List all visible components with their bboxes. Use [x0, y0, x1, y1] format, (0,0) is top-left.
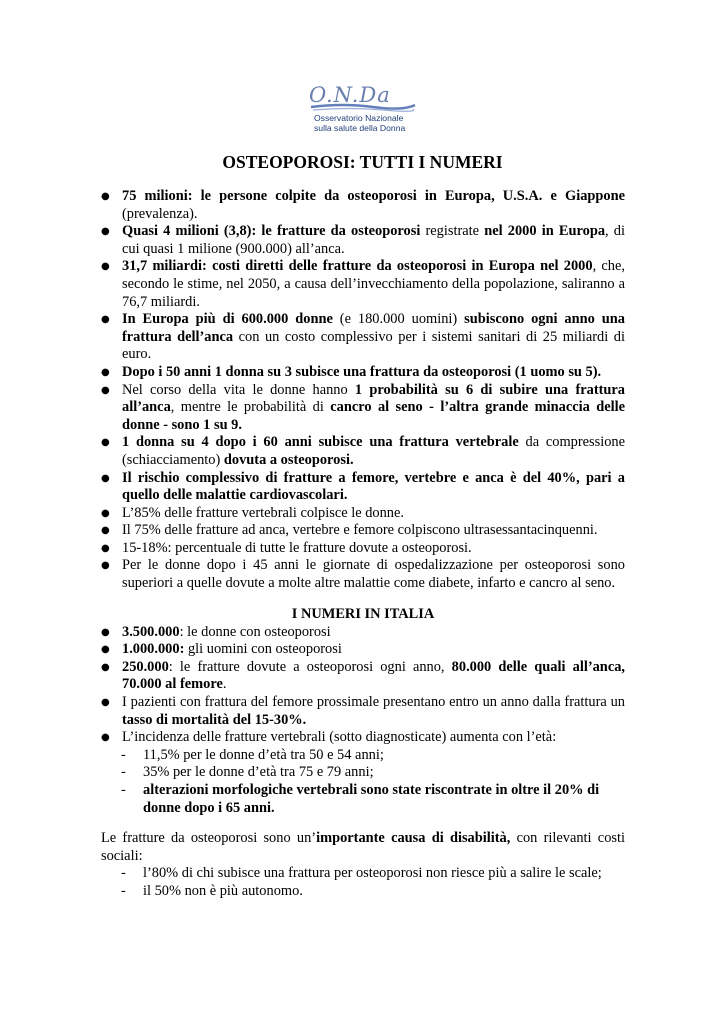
list-item: [121, 865, 625, 883]
text-run: Il rischio complessivo di fratture a femore, vertebre e anca è del 40%, pari a quello delle malattie cardiovascolari.: [122, 469, 625, 504]
text-run: (e 180.000 uomini): [332, 311, 465, 328]
page-title: OSTEOPOROSI: TUTTI I NUMERI: [222, 152, 503, 172]
dash-icon: -: [121, 882, 126, 899]
text-run: gli uomini con osteoporosi: [184, 641, 342, 658]
list-item: [101, 258, 625, 311]
bullet-icon: ●: [101, 314, 110, 326]
text-run: , mentre le probabilità di: [170, 399, 331, 416]
dash-icon: -: [121, 865, 126, 882]
list-item: [101, 223, 625, 258]
text-run: subiscono ogni anno una frattura dell’anca: [122, 311, 625, 345]
text-run: nel 2000 in Europa: [484, 223, 606, 240]
text-run: dovuta a osteoporosi.: [223, 451, 354, 468]
list-item: [101, 624, 625, 642]
text-run: I pazienti con frattura del femore prossimale presentano entro un anno dalla frattura un: [122, 693, 625, 710]
list-item: [121, 764, 625, 782]
text-run: Quasi 4 milioni (3,8): le fratture da osteoporosi: [122, 223, 421, 240]
bullet-icon: ●: [101, 560, 110, 572]
bullet-icon: ●: [101, 226, 110, 238]
text-run: 31,7 miliardi: costi diretti delle fratture da osteoporosi in Europa nel 2000: [122, 258, 593, 275]
italy-section-title: I NUMERI IN ITALIA: [291, 606, 435, 622]
text-run: 80.000 delle quali all’anca, 70.000 al femore: [122, 658, 625, 693]
text-run: , di cui quasi 1 milione (900.000) all’anca.: [122, 223, 625, 257]
text-run: 75 milioni: le persone colpite da osteoporosi in Europa, U.S.A. e Giappone: [122, 188, 625, 204]
italy-age-sublist: [101, 747, 625, 817]
text-run: L’85% delle fratture vertebrali colpisce le donne.: [122, 504, 404, 521]
bullet-icon: ●: [101, 626, 110, 638]
list-item: [121, 782, 625, 817]
dash-icon: -: [121, 764, 126, 781]
text-run: 1.000.000:: [122, 641, 185, 658]
text-run: 3.500.000: [122, 623, 180, 640]
text-run: Per le donne dopo i 45 anni le giornate di ospedalizzazione per osteoporosi sono superiori a quelle dovute a molte altre malattie come diabete, infarto e cancro al seno.: [122, 557, 625, 592]
text-run: 1 donna su 4 dopo i 60 anni subisce una frattura vertebrale: [122, 434, 519, 451]
text-run: da compressione (schiacciamento): [122, 434, 625, 468]
text-run: cancro al seno - l’altra grande minaccia delle donne - sono 1 su 9.: [122, 399, 625, 433]
text-run: .: [222, 676, 227, 693]
text-run: Il 75% delle fratture ad anca, vertebre e femore colpiscono ultrasessantacinquenni.: [122, 522, 598, 539]
text-run: l’80% di chi subisce una frattura per osteoporosi non riesce più a salire le scale;: [143, 865, 602, 882]
italy-numbers-section: [101, 606, 625, 817]
text-run: , che, secondo le stime, nel 2050, a causa dell’invecchiamento della popolazione, saliranno a 76,7 miliardi.: [122, 258, 625, 310]
dash-icon: -: [121, 781, 126, 798]
text-run: 1 probabilità su 6 di subire una frattura all’anca: [122, 381, 625, 416]
world-numbers-list: [101, 188, 625, 593]
dash-icon: -: [121, 746, 126, 763]
text-run: In Europa più di 600.000 donne: [122, 311, 333, 328]
text-run: (prevalenza).: [122, 205, 198, 222]
bullet-icon: ●: [101, 191, 110, 202]
text-run: importante causa di disabilità,: [316, 830, 511, 846]
bullet-icon: ●: [101, 437, 110, 449]
text-run: : le fratture dovute a osteoporosi ogni anno,: [168, 658, 452, 675]
svg-text:O.N.Da: O.N.Da: [309, 83, 391, 107]
bullet-icon: ●: [101, 525, 110, 537]
list-item: [101, 540, 625, 558]
list-item: [101, 434, 625, 469]
list-item: [121, 747, 625, 765]
closing-section: [101, 830, 625, 900]
onda-logo: [303, 76, 421, 136]
logo-caption-line2: sulla salute della Donna: [314, 123, 406, 133]
logo-caption-line1: Osservatorio Nazionale: [314, 113, 404, 123]
list-item: [101, 470, 625, 505]
bullet-icon: ●: [101, 542, 110, 554]
closing-paragraph: [101, 830, 625, 865]
text-run: : le donne con osteoporosi: [179, 623, 331, 640]
text-run: alterazioni morfologiche vertebrali sono state riscontrate in oltre il 20% di donne dopo i 65 anni.: [143, 781, 600, 816]
bullet-icon: ●: [101, 696, 110, 708]
text-run: 15-18%: percentuale di tutte le fratture dovute a osteoporosi.: [122, 539, 472, 556]
bullet-icon: ●: [101, 366, 110, 378]
list-item: [101, 557, 625, 592]
text-run: con rilevanti costi sociali:: [101, 830, 625, 864]
bullet-icon: ●: [101, 732, 110, 744]
world-numbers-section: [101, 188, 625, 593]
bullet-icon: ●: [101, 644, 110, 656]
text-run: il 50% non è più autonomo.: [143, 882, 303, 899]
bullet-icon: ●: [101, 507, 110, 519]
text-run: Dopo i 50 anni 1 donna su 3 subisce una frattura da osteoporosi (1 uomo su 5).: [122, 363, 602, 380]
bullet-icon: ●: [101, 384, 110, 396]
list-item: [121, 883, 625, 901]
list-item: [101, 522, 625, 540]
list-item: [101, 505, 625, 523]
list-item: [101, 659, 625, 694]
text-run: L’incidenza delle fratture vertebrali (sotto diagnosticate) aumenta con l’età:: [122, 729, 557, 746]
list-item: [101, 364, 625, 382]
text-run: Le fratture da osteoporosi sono un’: [101, 830, 317, 846]
list-item: [101, 188, 625, 223]
text-run: Nel corso della vita le donne hanno: [122, 381, 355, 398]
list-item: [101, 729, 625, 747]
bullet-icon: ●: [101, 661, 110, 673]
text-run: 35% per le donne d’età tra 75 e 79 anni;: [143, 764, 374, 781]
text-run: 11,5% per le donne d’età tra 50 e 54 anni;: [143, 746, 384, 763]
closing-sublist: [101, 865, 625, 900]
bullet-icon: ●: [101, 472, 110, 484]
list-item: [101, 382, 625, 435]
italy-numbers-list: [101, 624, 625, 747]
list-item: [101, 311, 625, 364]
list-item: [101, 694, 625, 729]
text-run: 250.000: [122, 658, 169, 675]
text-run: registrate: [420, 223, 485, 240]
logo-caption: [314, 113, 419, 133]
text-run: con un costo complessivo per i sistemi sanitari di 25 miliardi di euro.: [122, 328, 625, 363]
list-item: [101, 641, 625, 659]
bullet-icon: ●: [101, 261, 110, 273]
text-run: tasso di mortalità del 15-30%.: [122, 711, 307, 728]
